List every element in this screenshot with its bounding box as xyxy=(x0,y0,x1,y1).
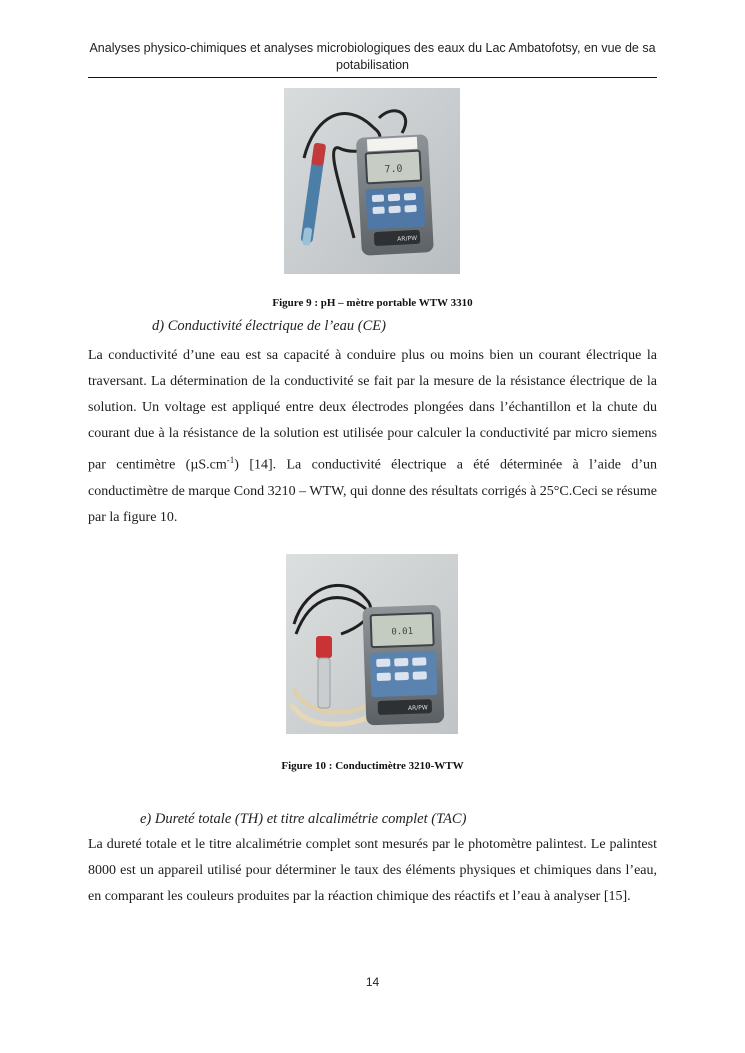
figure-9-caption: Figure 9 : pH – mètre portable WTW 3310 xyxy=(272,297,473,309)
unit-exponent: -1 xyxy=(226,455,235,465)
header-rule xyxy=(88,77,657,78)
figure-10-key-label: AR/PW xyxy=(407,704,428,712)
section-e-text: La dureté totale et le titre alcalimétrie complet sont mesurés par le photomètre palintest. Le palintest 8000 est un appareil utilisé pour déterminer le taux des éléments physiques et chimiques dans l’eau, en comparant les couleurs produites par la réaction chimique des réactifs et l’eau à analyser [15]. xyxy=(88,837,657,904)
section-d-text-before-unit: La conductivité d’une eau est sa capacité à conduire plus ou moins bien un courant électrique la traversant. La détermination de la conductivité se fait par la mesure de la résistance électrique de la solution. Un voltage est appliqué entre deux électrodes plongées dans l’échantillon et la chute du courant due à la résistance de la solution est utilisée pour calculer la conductivité par micro siemens par centimètre (µS.cm xyxy=(88,348,657,473)
figure-10-caption: Figure 10 : Conductimètre 3210-WTW xyxy=(281,760,464,772)
section-d-text-after-unit: ) [14]. La conductivité électrique a été déterminée à l’aide d’un conductimètre de marque Cond 3210 – WTW, qui donne des résultats corrigés à 25°C.Ceci se résume par la figure 10. xyxy=(88,457,657,525)
section-d-paragraph xyxy=(88,343,657,531)
page-number: 14 xyxy=(365,975,380,989)
figure-10-photo xyxy=(286,554,458,734)
figure-9-display-reading: 7.0 xyxy=(384,163,403,176)
section-e-paragraph xyxy=(88,832,657,910)
running-header: Analyses physico-chimiques et analyses microbiologiques des eaux du Lac Ambatofotsy, en vue de sa potabilisation xyxy=(89,41,656,72)
figure-9-key-label: AR/PW xyxy=(397,234,418,243)
figure-10-display-reading: 0.01 xyxy=(391,626,414,638)
section-e-title: e) Dureté totale (TH) et titre alcalimétrie complet (TAC) xyxy=(140,811,467,827)
section-d-title: d) Conductivité électrique de l’eau (CE) xyxy=(152,318,386,334)
figure-9-photo xyxy=(284,88,460,274)
